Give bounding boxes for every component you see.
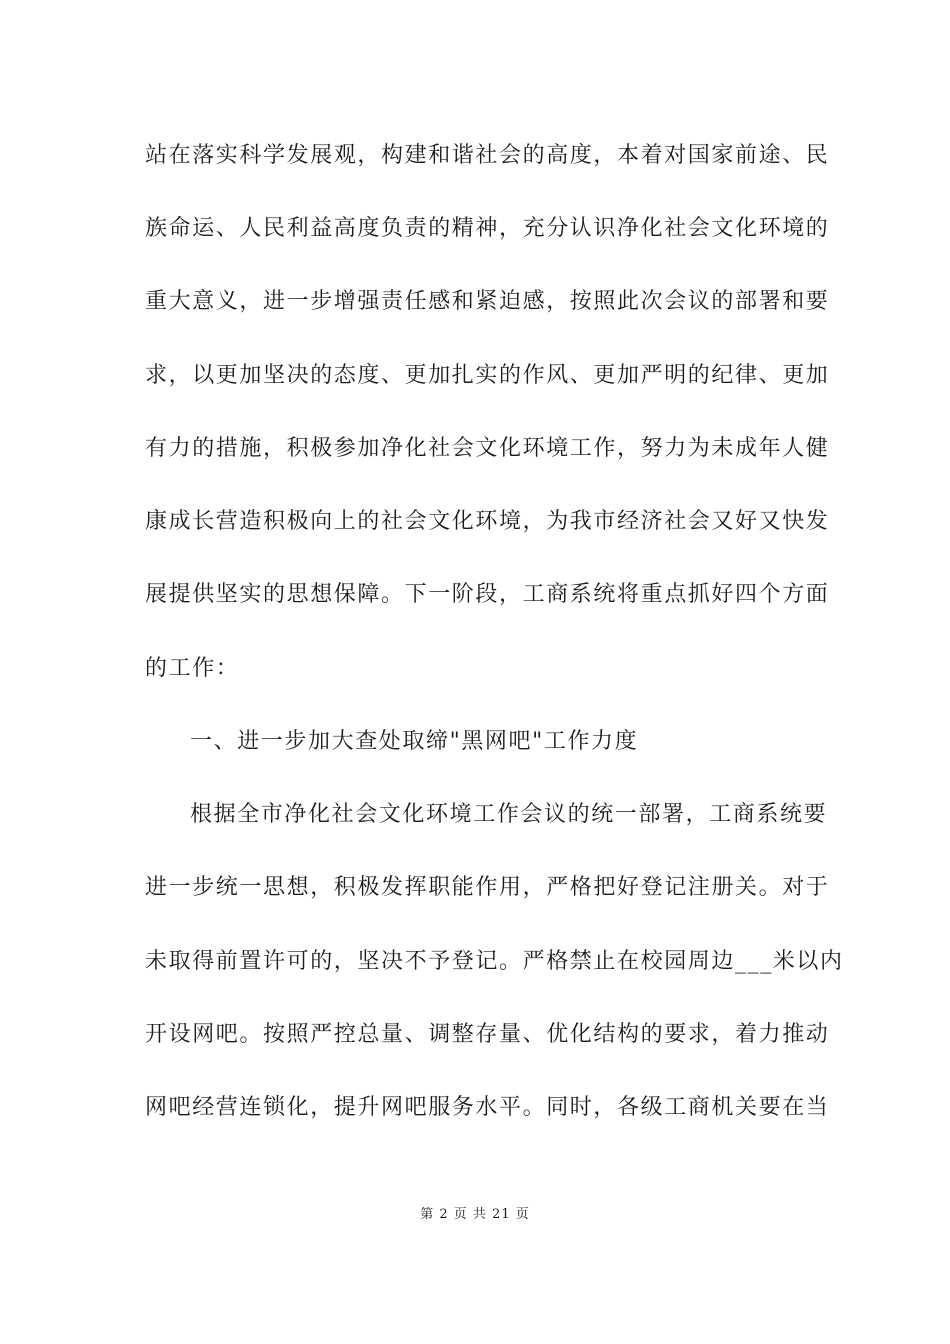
section-line-2: 进一步统一思想，积极发挥职能作用，严格把好登记注册关。对于 — [145, 875, 830, 900]
section-heading: 一、进一步加大查处取缔"黑网吧"工作力度 — [190, 729, 639, 754]
body-line-7: 展提供坚实的思想保障。下一阶段，工商系统将重点抓好四个方面 — [145, 582, 830, 607]
body-line-4: 求，以更加坚决的态度、更加扎实的作风、更加严明的纪律、更加 — [145, 363, 830, 388]
body-line-3: 重大意义，进一步增强责任感和紧迫感，按照此次会议的部署和要 — [145, 289, 830, 314]
body-line-2: 族命运、人民利益高度负责的精神，充分认识净化社会文化环境的 — [145, 216, 830, 241]
section-line-3: 未取得前置许可的，坚决不予登记。严格禁止在校园周边___米以内 — [145, 949, 844, 974]
page-footer — [0, 1206, 950, 1224]
body-line-5: 有力的措施，积极参加净化社会文化环境工作，努力为未成年人健 — [145, 436, 830, 461]
section-line-5: 网吧经营连锁化，提升网吧服务水平。同时，各级工商机关要在当 — [145, 1095, 830, 1120]
body-line-8: 的工作： — [145, 656, 240, 681]
body-line-6: 康成长营造积极向上的社会文化环境，为我市经济社会又好又快发 — [145, 509, 830, 534]
body-line-1: 站在落实科学发展观，构建和谐社会的高度，本着对国家前途、民 — [145, 143, 830, 168]
page-number-text: 第 2 页 共 21 页 — [420, 1207, 530, 1222]
section-line-4: 开设网吧。按照严控总量、调整存量、优化结构的要求，着力推动 — [145, 1022, 830, 1047]
section-line-1: 根据全市净化社会文化环境工作会议的统一部署，工商系统要 — [190, 802, 828, 827]
